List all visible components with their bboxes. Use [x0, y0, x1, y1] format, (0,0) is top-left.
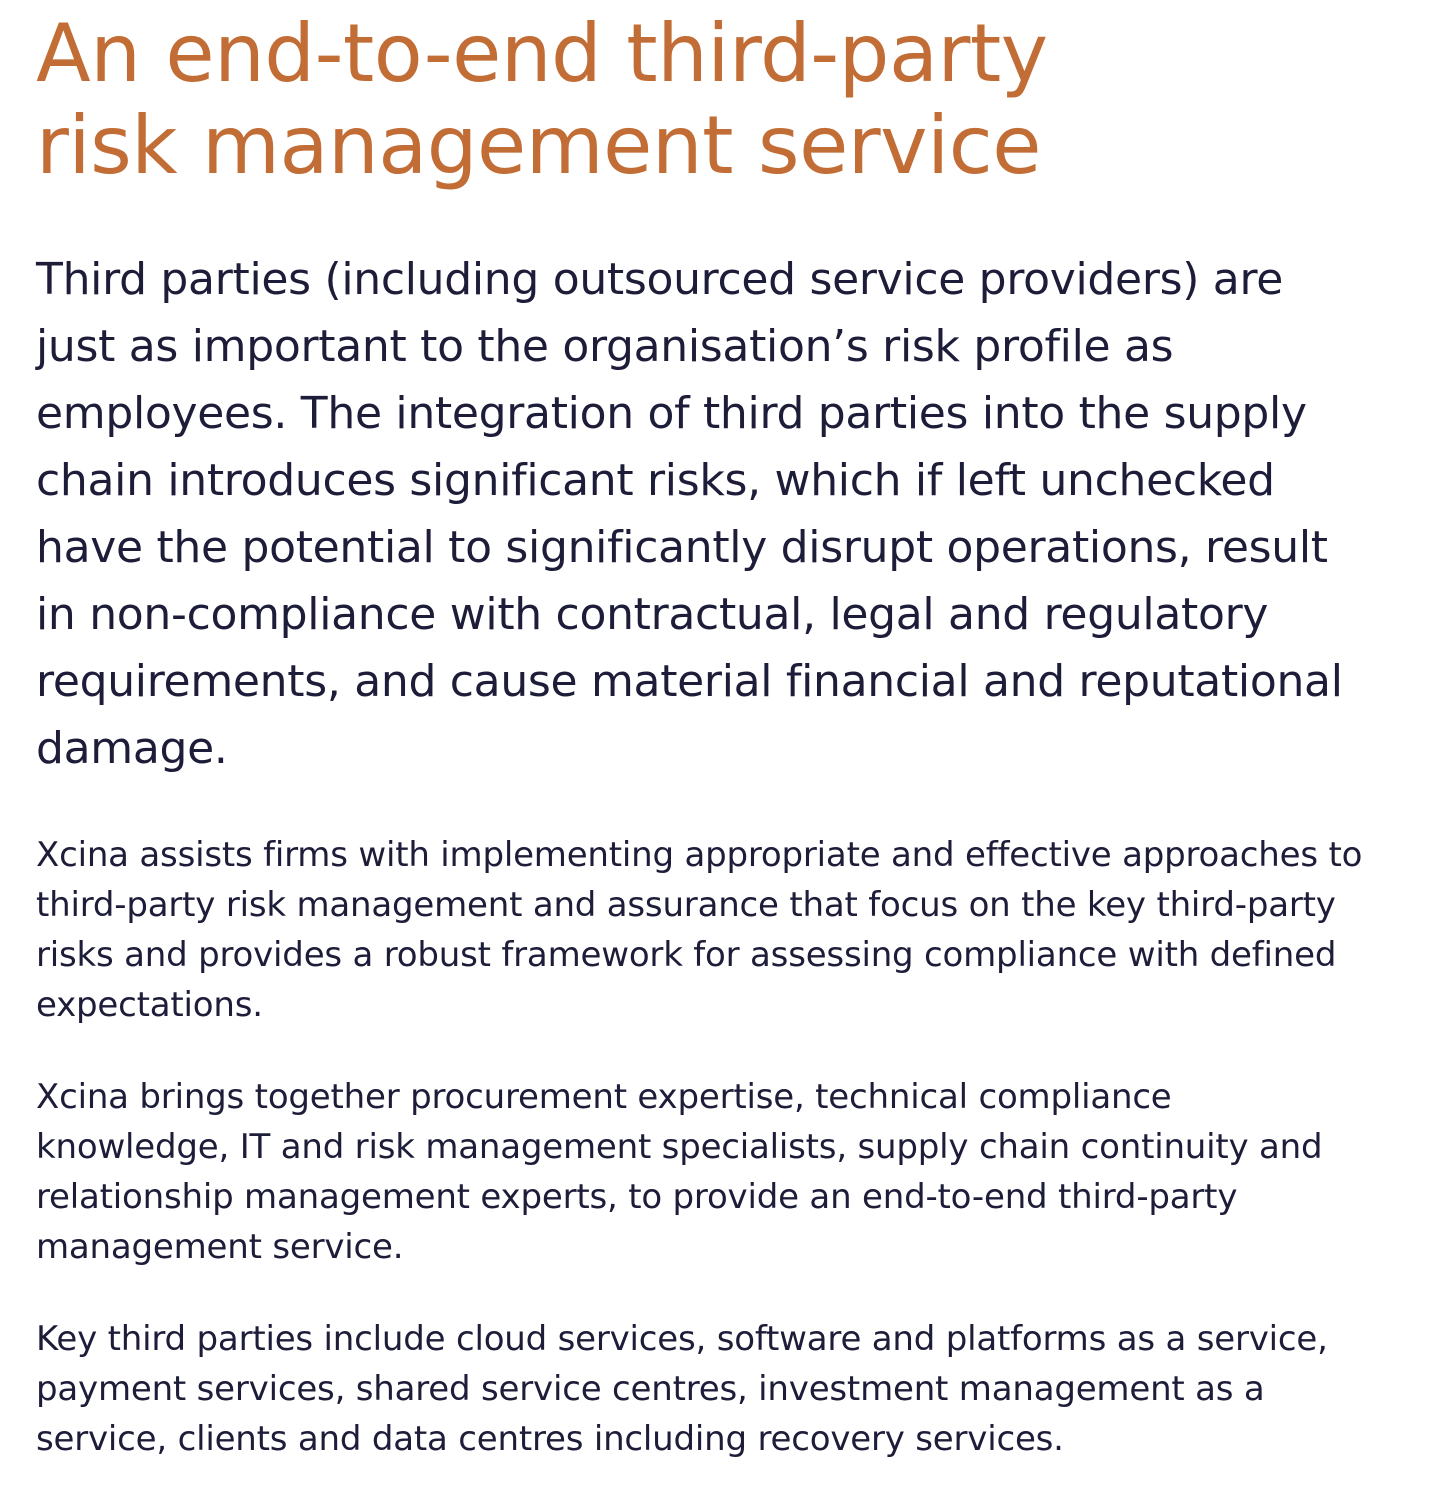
body-paragraph-expertise: Xcina brings together procurement expertise, technical compliance knowledge, IT and risk management specialists, supply chain continuity and relationship management experts, to provide an end-to-end third-party management service. [36, 1077, 1323, 1267]
page-title-line-2: risk management service [36, 99, 1041, 192]
service-page-content [36, 0, 1366, 1464]
page-title-line-1: An end-to-end third-party [36, 7, 1048, 100]
body-paragraph-key-third-parties: Key third parties include cloud services, software and platforms as a service, payment services, shared service centres, investment management as a service, clients and data centres including recovery services. [36, 1319, 1328, 1459]
intro-paragraph: Third parties (including outsourced service providers) are just as important to the organisation’s risk profile as employees. The integration of third parties into the supply chain introduces significant risks, which if left unchecked have the potential to significantly disrupt operations, result in non-compliance with contractual, legal and regulatory requirements, and cause material financial and reputational damage. [36, 254, 1343, 774]
body-paragraph-implementation: Xcina assists firms with implementing appropriate and effective approaches to third-party risk management and assurance that focus on the key third-party risks and provides a robust framework for assessing compliance with defined expectations. [36, 835, 1363, 1025]
page-title [36, 0, 1366, 192]
